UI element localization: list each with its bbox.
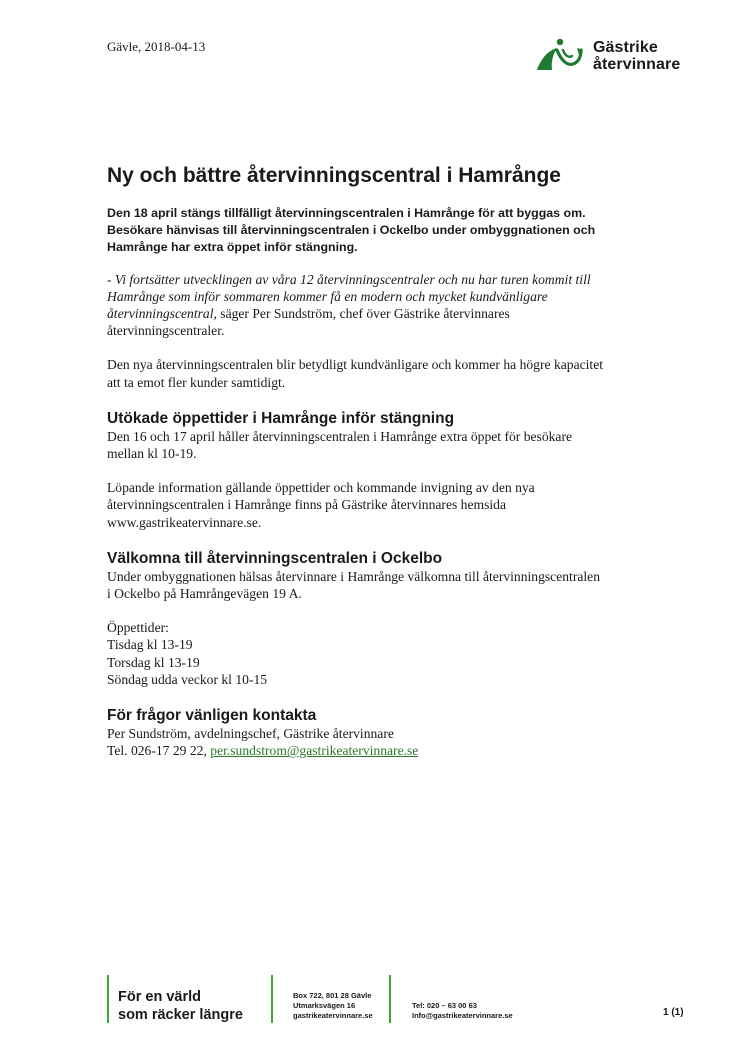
quote-text: - Vi fortsätter utvecklingen av våra 12 återvinningscentraler och nu har turen kommit till Hamrånge som inför sommaren kommer få en modern och mycket kundvänligare återvinningscentral, [107, 271, 591, 322]
contact-email-link[interactable]: per.sundstrom@gastrikeatervinnare.se [210, 743, 419, 759]
lead-paragraph: Den 18 april stängs tillfälligt återvinningscentralen i Hamrånge för att byggas om. Besökare hänvisas till återvinningscentralen i Ockelbo under ombyggnationen och Hamrånge har extra öppet inför stängning. [107, 206, 596, 255]
footer-address [293, 991, 373, 1021]
page-footer [0, 975, 746, 1025]
logo-text-line2: återvinnare [593, 56, 681, 73]
extended-hours-paragraph: Den 16 och 17 april håller återvinningscentralen i Hamrånge extra öppet för besökare mellan kl 10-19. [107, 428, 573, 462]
address-line: Utmarksvägen 16 [293, 1001, 356, 1010]
opening-hours-label: Öppettider: [107, 620, 169, 636]
logo-text-line1: Gästrike [593, 39, 658, 56]
footer-contact [412, 1001, 513, 1021]
quote-attribution: säger Per Sundström, chef över Gästrike återvinnares återvinningscentraler. [107, 306, 510, 339]
section-heading-extended-hours: Utökade öppettider i Hamrånge inför stängning [107, 409, 455, 427]
footer-slogan [118, 988, 243, 1024]
opening-hours-item: Torsdag kl 13-19 [107, 654, 200, 670]
document-date: Gävle, 2018-04-13 [107, 39, 206, 54]
footer-email: Info@gastrikeatervinnare.se [412, 1011, 513, 1020]
company-logo [535, 36, 680, 76]
opening-hours-item: Tisdag kl 13-19 [107, 637, 193, 653]
page-number: 1 (1) [663, 1007, 684, 1018]
slogan-line2: som räcker längre [118, 1007, 243, 1023]
contact-phone-line [107, 742, 607, 759]
article-body [107, 205, 607, 759]
opening-hours-item: Söndag udda veckor kl 10-15 [107, 671, 268, 687]
capacity-paragraph: Den nya återvinningscentralen blir betydligt kundvänligare och kommer ha högre kapacitet att ta emot fler kunder samtidigt. [107, 357, 603, 390]
section-heading-contact: För frågor vänligen kontakta [107, 707, 317, 725]
quote-paragraph [107, 271, 607, 340]
footer-divider [389, 975, 391, 1023]
footer-divider [271, 975, 273, 1023]
slogan-line1: För en värld [118, 989, 201, 1005]
address-line: Box 722, 801 28 Gävle [293, 991, 372, 1000]
ockelbo-paragraph: Under ombyggnationen hälsas återvinnare i Hamrånge välkomna till återvinningscentralen i Ockelbo på Hamrångevägen 19 A. [107, 568, 600, 602]
contact-phone: Tel. 026-17 29 22, [107, 743, 211, 759]
logo-mark-icon [535, 36, 587, 76]
section-heading-ockelbo: Välkomna till återvinningscentralen i Ockelbo [107, 549, 443, 567]
press-release-title: Ny och bättre återvinningscentral i Hamrånge [107, 164, 561, 187]
contact-name: Per Sundström, avdelningschef, Gästrike återvinnare [107, 726, 394, 742]
address-website: gastrikeatervinnare.se [293, 1011, 373, 1020]
footer-phone: Tel: 020 – 63 00 63 [412, 1001, 477, 1010]
info-paragraph: Löpande information gällande öppettider och kommande invigning av den nya återvinningscentralen i Hamrånge finns på Gästrike återvinnares hemsida www.gastrikeatervinnare.se. [107, 480, 535, 530]
footer-divider [107, 975, 109, 1023]
